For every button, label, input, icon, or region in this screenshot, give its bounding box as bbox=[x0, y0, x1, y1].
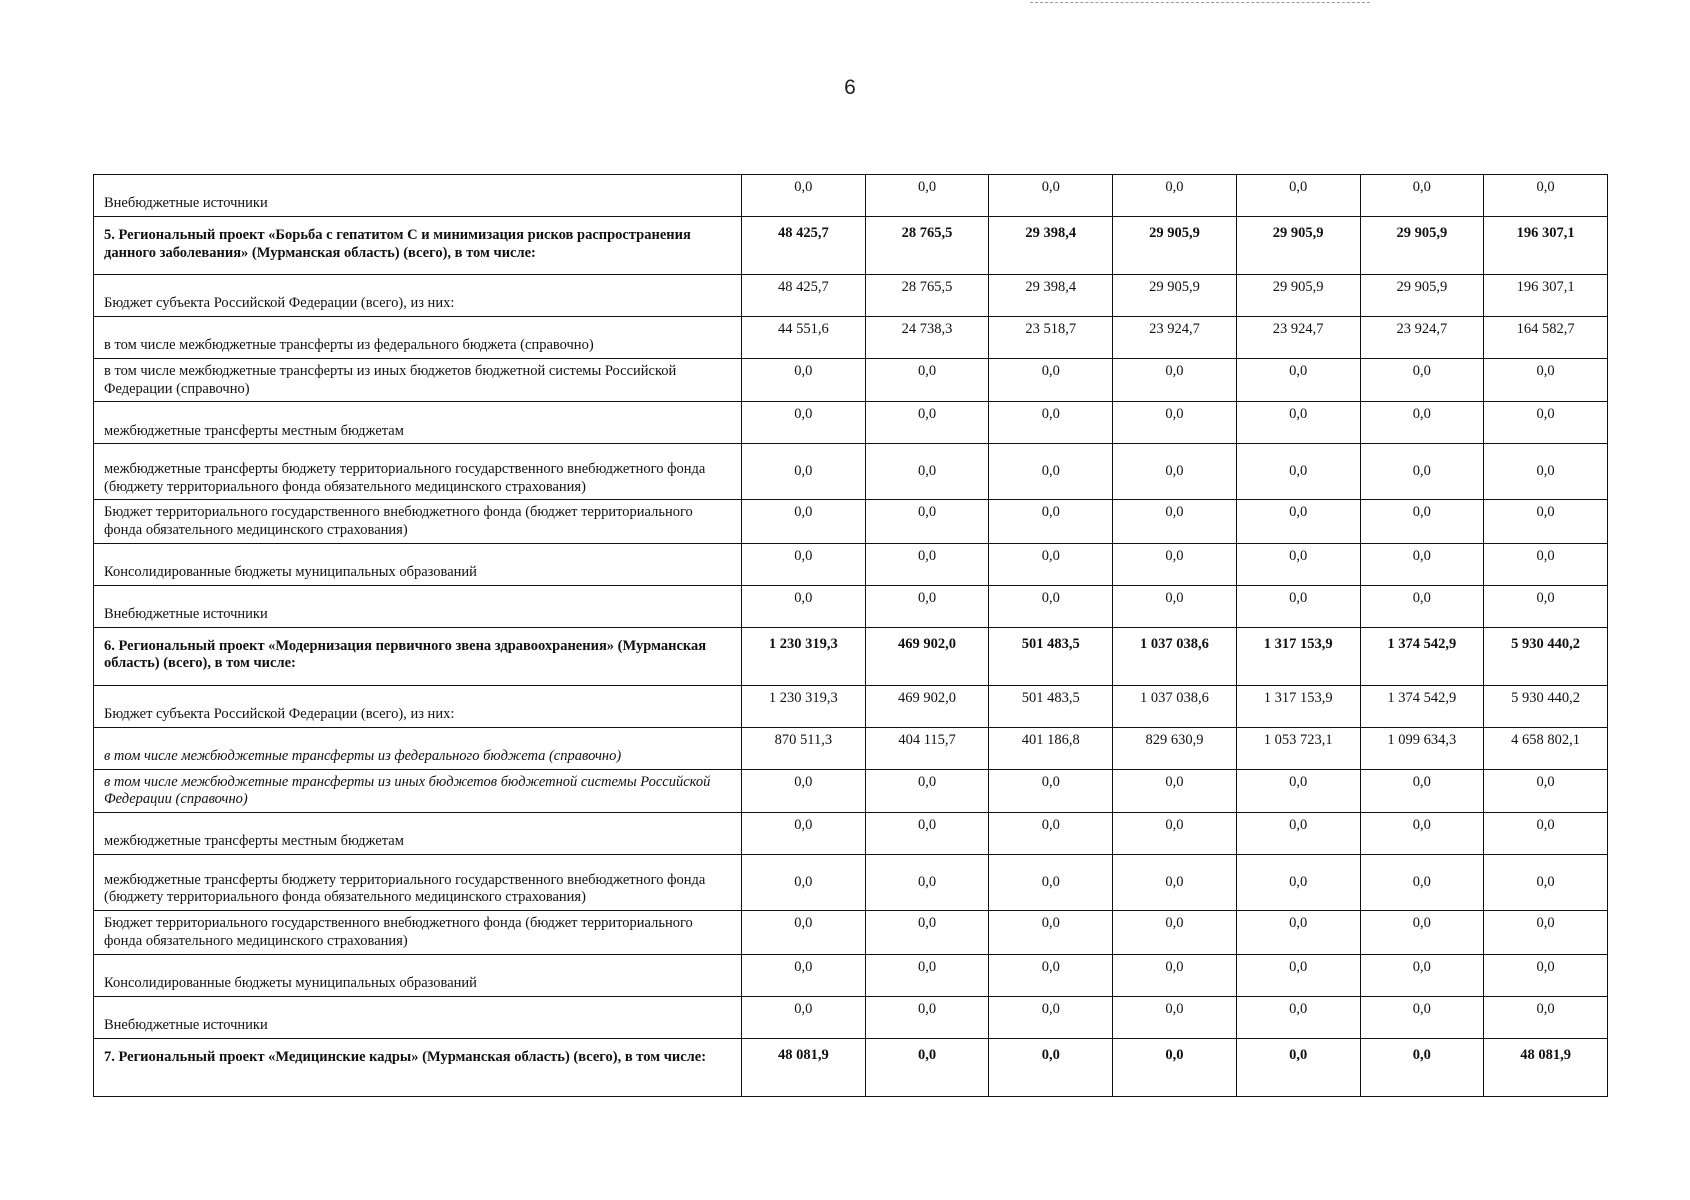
row-value: 29 905,9 bbox=[1236, 275, 1360, 317]
row-value: 0,0 bbox=[865, 359, 989, 402]
row-value: 48 425,7 bbox=[742, 217, 866, 275]
row-value: 0,0 bbox=[1484, 954, 1608, 996]
row-label: Бюджет территориального государственного внебюджетного фонда (бюджет территориального фонда обязательного медицинского страхования) bbox=[94, 500, 742, 543]
row-label: Внебюджетные источники bbox=[94, 996, 742, 1038]
row-value: 0,0 bbox=[865, 954, 989, 996]
table-row bbox=[94, 317, 1608, 359]
row-value: 404 115,7 bbox=[865, 727, 989, 769]
row-value: 48 081,9 bbox=[1484, 1038, 1608, 1096]
row-value: 1 037 038,6 bbox=[1113, 627, 1237, 685]
table-row bbox=[94, 813, 1608, 855]
row-value: 0,0 bbox=[742, 769, 866, 812]
row-value: 48 425,7 bbox=[742, 275, 866, 317]
table-row bbox=[94, 275, 1608, 317]
row-value: 0,0 bbox=[1113, 500, 1237, 543]
row-value: 0,0 bbox=[1236, 585, 1360, 627]
row-label: Внебюджетные источники bbox=[94, 175, 742, 217]
row-value: 0,0 bbox=[1360, 1038, 1484, 1096]
row-value: 0,0 bbox=[1484, 911, 1608, 954]
row-value: 0,0 bbox=[1236, 402, 1360, 444]
table-row bbox=[94, 402, 1608, 444]
row-value: 28 765,5 bbox=[865, 217, 989, 275]
row-value: 0,0 bbox=[989, 444, 1113, 500]
table-row bbox=[94, 444, 1608, 500]
row-value: 0,0 bbox=[1484, 543, 1608, 585]
row-value: 0,0 bbox=[865, 855, 989, 911]
row-value: 29 905,9 bbox=[1236, 217, 1360, 275]
budget-table bbox=[93, 174, 1608, 1097]
table-row bbox=[94, 685, 1608, 727]
row-label: Бюджет территориального государственного внебюджетного фонда (бюджет территориального фонда обязательного медицинского страхования) bbox=[94, 911, 742, 954]
row-value: 0,0 bbox=[1113, 585, 1237, 627]
row-value: 0,0 bbox=[1113, 444, 1237, 500]
table-row bbox=[94, 727, 1608, 769]
row-value: 1 374 542,9 bbox=[1360, 627, 1484, 685]
table-row bbox=[94, 543, 1608, 585]
row-value: 1 230 319,3 bbox=[742, 685, 866, 727]
row-value: 0,0 bbox=[989, 911, 1113, 954]
row-value: 0,0 bbox=[1236, 444, 1360, 500]
row-value: 0,0 bbox=[989, 954, 1113, 996]
row-value: 23 924,7 bbox=[1113, 317, 1237, 359]
row-value: 0,0 bbox=[1360, 911, 1484, 954]
row-value: 0,0 bbox=[742, 543, 866, 585]
row-value: 0,0 bbox=[1360, 359, 1484, 402]
row-value: 0,0 bbox=[1484, 500, 1608, 543]
row-label: 5. Региональный проект «Борьба с гепатитом С и минимизация рисков распространения данного заболевания» (Мурманская область) (всего), в том числе: bbox=[94, 217, 742, 275]
row-value: 29 905,9 bbox=[1360, 275, 1484, 317]
row-value: 469 902,0 bbox=[865, 685, 989, 727]
row-value: 0,0 bbox=[1236, 855, 1360, 911]
table-row bbox=[94, 585, 1608, 627]
row-value: 0,0 bbox=[1360, 402, 1484, 444]
row-value: 870 511,3 bbox=[742, 727, 866, 769]
row-value: 1 230 319,3 bbox=[742, 627, 866, 685]
row-value: 0,0 bbox=[1113, 175, 1237, 217]
row-value: 0,0 bbox=[989, 359, 1113, 402]
row-value: 0,0 bbox=[1236, 954, 1360, 996]
row-value: 29 905,9 bbox=[1113, 275, 1237, 317]
table-row bbox=[94, 769, 1608, 812]
row-label: в том числе межбюджетные трансферты из иных бюджетов бюджетной системы Российской Федерации (справочно) bbox=[94, 769, 742, 812]
row-value: 0,0 bbox=[1236, 543, 1360, 585]
row-value: 501 483,5 bbox=[989, 627, 1113, 685]
row-value: 0,0 bbox=[1360, 444, 1484, 500]
row-value: 23 518,7 bbox=[989, 317, 1113, 359]
row-value: 44 551,6 bbox=[742, 317, 866, 359]
row-value: 4 658 802,1 bbox=[1484, 727, 1608, 769]
row-value: 0,0 bbox=[742, 359, 866, 402]
row-label: межбюджетные трансферты бюджету территориального государственного внебюджетного фонда (бюджету территориального фонда обязательного медицинского страхования) bbox=[94, 444, 742, 500]
row-value: 196 307,1 bbox=[1484, 275, 1608, 317]
row-value: 0,0 bbox=[1484, 175, 1608, 217]
row-value: 0,0 bbox=[742, 500, 866, 543]
table-row bbox=[94, 359, 1608, 402]
row-value: 5 930 440,2 bbox=[1484, 685, 1608, 727]
row-label: Бюджет субъекта Российской Федерации (всего), из них: bbox=[94, 685, 742, 727]
row-value: 0,0 bbox=[989, 543, 1113, 585]
row-value: 0,0 bbox=[1113, 1038, 1237, 1096]
table-row bbox=[94, 954, 1608, 996]
row-value: 0,0 bbox=[1360, 585, 1484, 627]
row-label: Консолидированные бюджеты муниципальных образований bbox=[94, 954, 742, 996]
row-label: в том числе межбюджетные трансферты из иных бюджетов бюджетной системы Российской Федерации (справочно) bbox=[94, 359, 742, 402]
row-value: 0,0 bbox=[989, 402, 1113, 444]
row-value: 0,0 bbox=[1236, 359, 1360, 402]
row-value: 0,0 bbox=[1360, 500, 1484, 543]
row-value: 0,0 bbox=[1360, 954, 1484, 996]
row-value: 29 905,9 bbox=[1113, 217, 1237, 275]
row-value: 0,0 bbox=[1236, 175, 1360, 217]
row-value: 0,0 bbox=[989, 855, 1113, 911]
row-value: 0,0 bbox=[865, 911, 989, 954]
row-value: 0,0 bbox=[1360, 996, 1484, 1038]
row-label: Внебюджетные источники bbox=[94, 585, 742, 627]
row-value: 0,0 bbox=[1113, 402, 1237, 444]
row-value: 0,0 bbox=[1484, 444, 1608, 500]
row-value: 0,0 bbox=[1236, 996, 1360, 1038]
row-value: 0,0 bbox=[989, 500, 1113, 543]
row-label: межбюджетные трансферты бюджету территориального государственного внебюджетного фонда (бюджету территориального фонда обязательного медицинского страхования) bbox=[94, 855, 742, 911]
row-value: 0,0 bbox=[742, 996, 866, 1038]
row-value: 0,0 bbox=[1360, 813, 1484, 855]
row-value: 0,0 bbox=[742, 402, 866, 444]
table-row bbox=[94, 996, 1608, 1038]
row-value: 0,0 bbox=[989, 585, 1113, 627]
row-value: 0,0 bbox=[742, 954, 866, 996]
row-value: 0,0 bbox=[1113, 543, 1237, 585]
row-value: 48 081,9 bbox=[742, 1038, 866, 1096]
row-label: 7. Региональный проект «Медицинские кадры» (Мурманская область) (всего), в том числе: bbox=[94, 1038, 742, 1096]
project-row bbox=[94, 1038, 1608, 1096]
row-value: 0,0 bbox=[865, 500, 989, 543]
row-value: 0,0 bbox=[1360, 543, 1484, 585]
row-value: 401 186,8 bbox=[989, 727, 1113, 769]
row-value: 0,0 bbox=[1360, 769, 1484, 812]
row-label: в том числе межбюджетные трансферты из федерального бюджета (справочно) bbox=[94, 317, 742, 359]
row-value: 501 483,5 bbox=[989, 685, 1113, 727]
table-row bbox=[94, 175, 1608, 217]
row-value: 0,0 bbox=[1484, 855, 1608, 911]
row-value: 0,0 bbox=[1484, 402, 1608, 444]
row-value: 0,0 bbox=[865, 813, 989, 855]
row-value: 23 924,7 bbox=[1236, 317, 1360, 359]
row-value: 0,0 bbox=[1113, 855, 1237, 911]
row-value: 0,0 bbox=[1113, 769, 1237, 812]
row-label: в том числе межбюджетные трансферты из федерального бюджета (справочно) bbox=[94, 727, 742, 769]
row-value: 29 398,4 bbox=[989, 275, 1113, 317]
row-value: 1 037 038,6 bbox=[1113, 685, 1237, 727]
project-row bbox=[94, 217, 1608, 275]
row-value: 0,0 bbox=[1236, 1038, 1360, 1096]
row-label: Консолидированные бюджеты муниципальных образований bbox=[94, 543, 742, 585]
row-value: 0,0 bbox=[865, 402, 989, 444]
row-value: 0,0 bbox=[989, 1038, 1113, 1096]
table-row bbox=[94, 500, 1608, 543]
row-value: 0,0 bbox=[865, 1038, 989, 1096]
project-row bbox=[94, 627, 1608, 685]
row-value: 0,0 bbox=[1113, 813, 1237, 855]
row-value: 0,0 bbox=[1113, 359, 1237, 402]
table-row bbox=[94, 911, 1608, 954]
row-value: 196 307,1 bbox=[1484, 217, 1608, 275]
row-value: 0,0 bbox=[742, 813, 866, 855]
row-value: 0,0 bbox=[1484, 769, 1608, 812]
row-value: 29 398,4 bbox=[989, 217, 1113, 275]
row-value: 0,0 bbox=[865, 585, 989, 627]
row-value: 0,0 bbox=[865, 996, 989, 1038]
row-value: 1 099 634,3 bbox=[1360, 727, 1484, 769]
row-value: 0,0 bbox=[989, 813, 1113, 855]
row-value: 0,0 bbox=[742, 585, 866, 627]
row-value: 0,0 bbox=[1360, 855, 1484, 911]
row-value: 1 317 153,9 bbox=[1236, 685, 1360, 727]
row-value: 28 765,5 bbox=[865, 275, 989, 317]
table-row bbox=[94, 855, 1608, 911]
row-value: 0,0 bbox=[742, 911, 866, 954]
top-scan-rule bbox=[1030, 2, 1370, 3]
row-value: 0,0 bbox=[865, 175, 989, 217]
row-value: 29 905,9 bbox=[1360, 217, 1484, 275]
row-value: 0,0 bbox=[865, 769, 989, 812]
row-value: 0,0 bbox=[742, 175, 866, 217]
row-value: 0,0 bbox=[1236, 500, 1360, 543]
row-value: 0,0 bbox=[1236, 911, 1360, 954]
page-number: 6 bbox=[844, 76, 856, 99]
row-value: 0,0 bbox=[742, 444, 866, 500]
row-value: 0,0 bbox=[1484, 585, 1608, 627]
row-value: 0,0 bbox=[1484, 359, 1608, 402]
row-value: 0,0 bbox=[989, 996, 1113, 1038]
row-value: 469 902,0 bbox=[865, 627, 989, 685]
row-value: 5 930 440,2 bbox=[1484, 627, 1608, 685]
row-value: 0,0 bbox=[1236, 769, 1360, 812]
row-label: межбюджетные трансферты местным бюджетам bbox=[94, 813, 742, 855]
row-value: 0,0 bbox=[1236, 813, 1360, 855]
row-value: 0,0 bbox=[1484, 813, 1608, 855]
row-value: 24 738,3 bbox=[865, 317, 989, 359]
row-label: Бюджет субъекта Российской Федерации (всего), из них: bbox=[94, 275, 742, 317]
row-label: межбюджетные трансферты местным бюджетам bbox=[94, 402, 742, 444]
row-value: 0,0 bbox=[1360, 175, 1484, 217]
row-value: 0,0 bbox=[989, 769, 1113, 812]
row-value: 23 924,7 bbox=[1360, 317, 1484, 359]
row-value: 1 053 723,1 bbox=[1236, 727, 1360, 769]
row-value: 0,0 bbox=[1113, 911, 1237, 954]
row-value: 829 630,9 bbox=[1113, 727, 1237, 769]
row-value: 164 582,7 bbox=[1484, 317, 1608, 359]
row-value: 1 317 153,9 bbox=[1236, 627, 1360, 685]
row-label: 6. Региональный проект «Модернизация первичного звена здравоохранения» (Мурманская область) (всего), в том числе: bbox=[94, 627, 742, 685]
row-value: 0,0 bbox=[989, 175, 1113, 217]
row-value: 1 374 542,9 bbox=[1360, 685, 1484, 727]
row-value: 0,0 bbox=[1113, 954, 1237, 996]
row-value: 0,0 bbox=[865, 444, 989, 500]
row-value: 0,0 bbox=[1484, 996, 1608, 1038]
row-value: 0,0 bbox=[742, 855, 866, 911]
row-value: 0,0 bbox=[865, 543, 989, 585]
row-value: 0,0 bbox=[1113, 996, 1237, 1038]
